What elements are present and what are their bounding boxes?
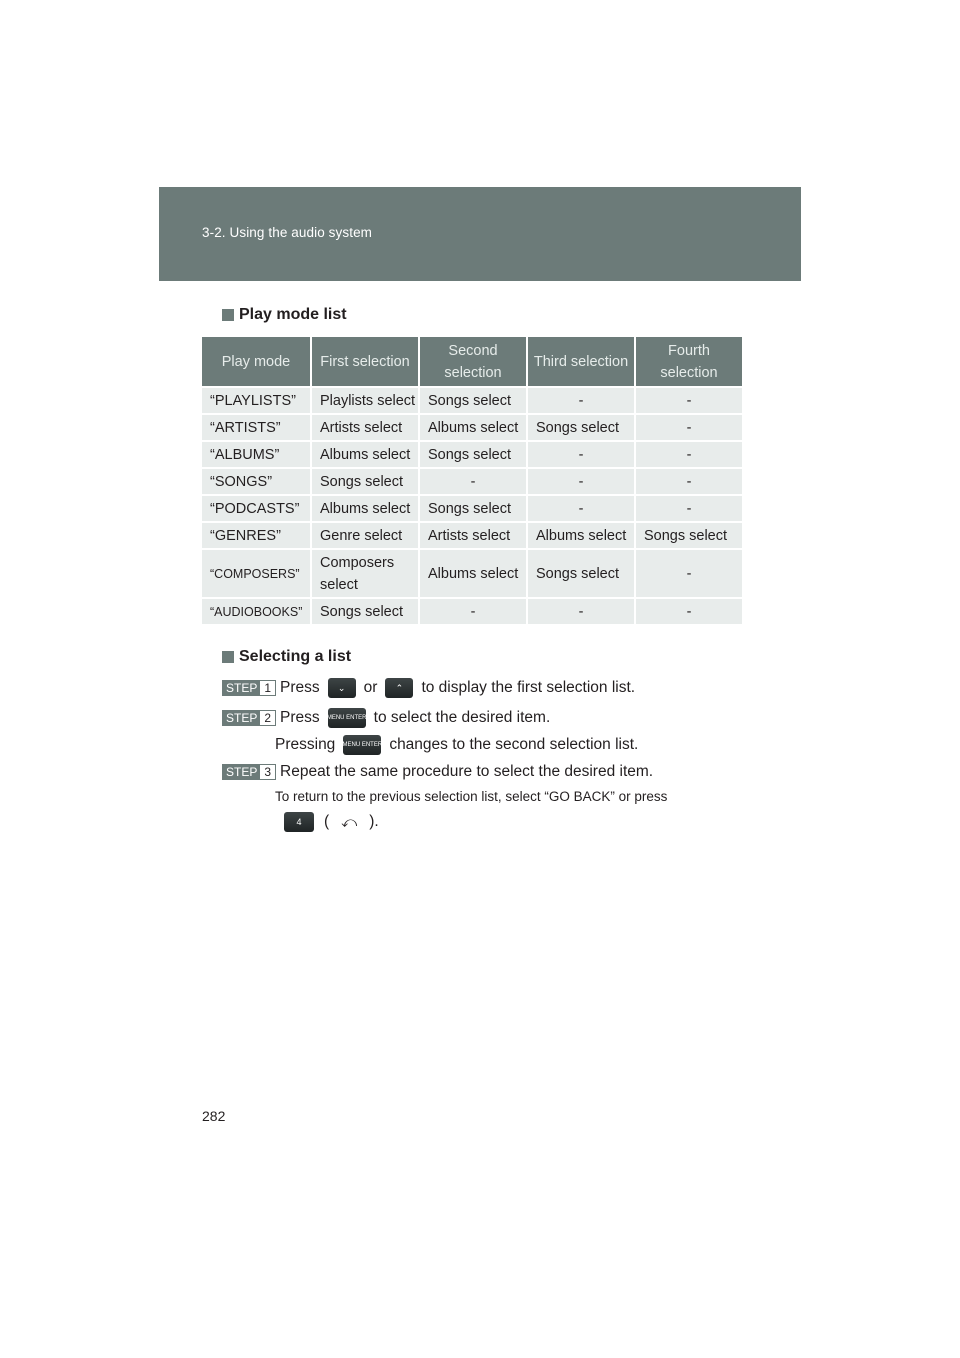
page-number: 282 bbox=[202, 1108, 226, 1124]
table-cell: “ARTISTS” bbox=[202, 414, 311, 441]
table-header-row bbox=[202, 337, 742, 387]
step-badge bbox=[222, 710, 276, 726]
section-title: Selecting a list bbox=[239, 648, 352, 665]
table-cell: Songs select bbox=[527, 549, 635, 598]
step-number: 3 bbox=[260, 765, 275, 779]
step-badge bbox=[222, 764, 276, 780]
down-button-image bbox=[328, 678, 356, 698]
table-cell: - bbox=[419, 598, 527, 624]
step-text: Repeat the same procedure to select the desired item. bbox=[280, 763, 654, 780]
column-header: Fourth selection bbox=[635, 337, 742, 387]
table-cell: Genre select bbox=[311, 522, 419, 549]
section-title: Play mode list bbox=[239, 306, 347, 323]
section-heading-selecting-list bbox=[222, 648, 351, 666]
table-cell: - bbox=[527, 495, 635, 522]
chevron-down-icon: ⌄ bbox=[337, 682, 346, 693]
step-label: STEP bbox=[223, 681, 260, 695]
menu-enter-label: MENU ENTER bbox=[342, 742, 383, 748]
table-cell: Albums select bbox=[419, 549, 527, 598]
table-cell: Artists select bbox=[311, 414, 419, 441]
step-2-detail bbox=[275, 735, 638, 755]
play-mode-table bbox=[202, 337, 742, 624]
table-cell: “AUDIOBOOKS” bbox=[202, 598, 311, 624]
step-text: Press bbox=[280, 709, 320, 726]
step-text: to display the first selection list. bbox=[421, 679, 636, 696]
menu-enter-button-image bbox=[328, 708, 366, 728]
column-header: First selection bbox=[311, 337, 419, 387]
square-bullet-icon bbox=[222, 651, 234, 663]
table-cell: Albums select bbox=[419, 414, 527, 441]
column-header: Second selection bbox=[419, 337, 527, 387]
table-cell: Playlists select bbox=[311, 387, 419, 414]
table-cell: Songs select bbox=[527, 414, 635, 441]
table-cell: - bbox=[635, 441, 742, 468]
menu-enter-button-image bbox=[343, 735, 381, 755]
step-badge bbox=[222, 680, 276, 696]
step-text: to select the desired item. bbox=[373, 709, 551, 726]
return-arrow-icon: ⤺ bbox=[341, 813, 358, 831]
header-bar bbox=[159, 187, 801, 281]
table-cell: “COMPOSERS” bbox=[202, 549, 311, 598]
step-number: 1 bbox=[260, 681, 275, 695]
table-cell: - bbox=[635, 468, 742, 495]
step-label: STEP bbox=[223, 711, 260, 725]
paren-close: ). bbox=[369, 813, 379, 830]
up-button-image bbox=[385, 678, 413, 698]
table-cell: Composers select bbox=[311, 549, 419, 598]
step-3 bbox=[222, 763, 653, 781]
table-cell: “ALBUMS” bbox=[202, 441, 311, 468]
table-cell: - bbox=[635, 598, 742, 624]
table-cell: “PLAYLISTS” bbox=[202, 387, 311, 414]
step-label: STEP bbox=[223, 765, 260, 779]
table-cell: Albums select bbox=[311, 495, 419, 522]
table-row bbox=[202, 598, 742, 624]
section-heading-play-mode bbox=[222, 306, 347, 324]
table-cell: Songs select bbox=[311, 598, 419, 624]
table-cell: - bbox=[635, 414, 742, 441]
note-buttons bbox=[284, 812, 379, 832]
table-cell: Songs select bbox=[311, 468, 419, 495]
step-number: 2 bbox=[260, 711, 275, 725]
table-cell: - bbox=[527, 598, 635, 624]
table-row bbox=[202, 414, 742, 441]
step-text: Press bbox=[280, 679, 320, 696]
table-cell: - bbox=[635, 549, 742, 598]
table-row bbox=[202, 522, 742, 549]
table-row bbox=[202, 441, 742, 468]
menu-enter-label: MENU ENTER bbox=[326, 715, 367, 721]
column-header: Play mode bbox=[202, 337, 311, 387]
step-text: changes to the second selection list. bbox=[389, 736, 639, 753]
square-bullet-icon bbox=[222, 309, 234, 321]
table-cell: Albums select bbox=[527, 522, 635, 549]
table-cell: “GENRES” bbox=[202, 522, 311, 549]
chevron-up-icon: ⌃ bbox=[395, 682, 404, 693]
table-cell: - bbox=[419, 468, 527, 495]
table-cell: Songs select bbox=[419, 495, 527, 522]
table-cell: Songs select bbox=[635, 522, 742, 549]
table-row bbox=[202, 495, 742, 522]
back-button-number: 4 bbox=[296, 817, 302, 827]
table-cell: “PODCASTS” bbox=[202, 495, 311, 522]
note-text: To return to the previous selection list, select “GO BACK” or press bbox=[275, 789, 668, 804]
table-cell: Artists select bbox=[419, 522, 527, 549]
table-row bbox=[202, 549, 742, 598]
table-cell: - bbox=[527, 441, 635, 468]
table-cell: “SONGS” bbox=[202, 468, 311, 495]
column-header: Third selection bbox=[527, 337, 635, 387]
table-cell: - bbox=[635, 495, 742, 522]
table-cell: Songs select bbox=[419, 387, 527, 414]
step-text: Pressing bbox=[275, 736, 336, 753]
header-title: 3-2. Using the audio system bbox=[202, 225, 373, 240]
table-cell: Songs select bbox=[419, 441, 527, 468]
back-button-image bbox=[284, 812, 314, 832]
table-row bbox=[202, 387, 742, 414]
table-cell: - bbox=[635, 387, 742, 414]
step-2 bbox=[222, 708, 550, 728]
table-cell: - bbox=[527, 387, 635, 414]
table-row bbox=[202, 468, 742, 495]
paren-open: ( bbox=[324, 813, 330, 830]
step-1 bbox=[222, 678, 635, 698]
table-cell: - bbox=[527, 468, 635, 495]
step-text: or bbox=[363, 679, 378, 696]
table-cell: Albums select bbox=[311, 441, 419, 468]
